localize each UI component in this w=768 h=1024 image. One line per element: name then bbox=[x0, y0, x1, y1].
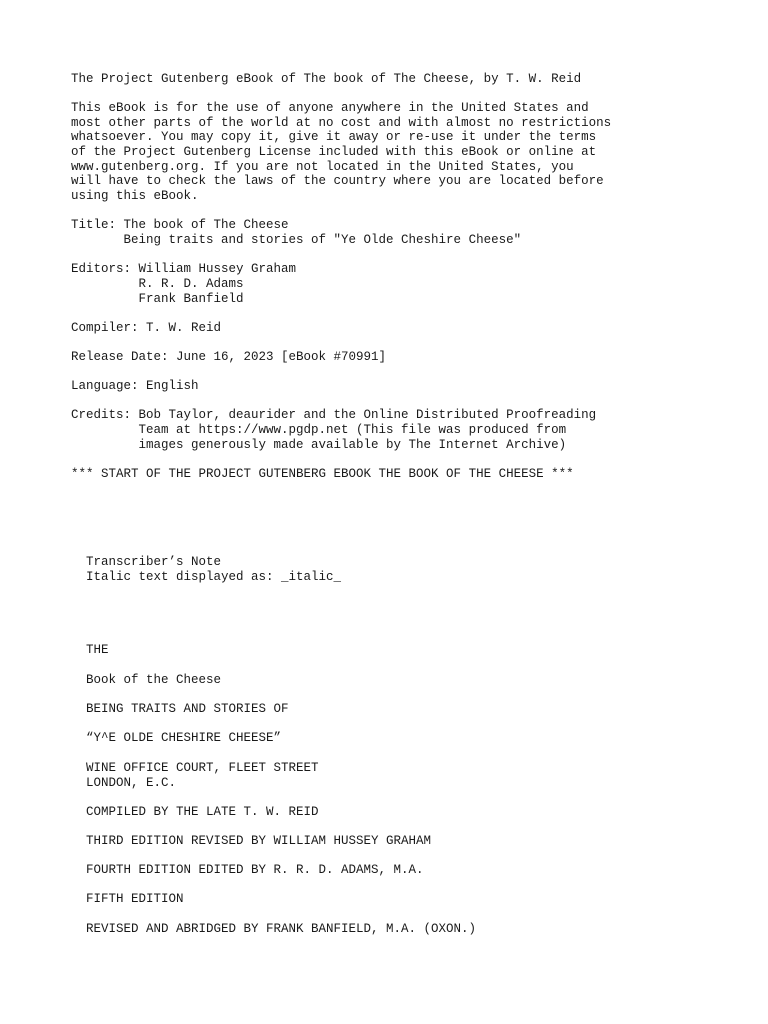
license-line: This eBook is for the use of anyone anywhere in the United States and bbox=[71, 101, 589, 115]
credits-field: images generously made available by The Internet Archive) bbox=[71, 438, 567, 452]
title-page-fourth-edition: FOURTH EDITION EDITED BY R. R. D. ADAMS, M.A. bbox=[86, 863, 424, 877]
title-field: Title: The book of The Cheese bbox=[71, 218, 289, 232]
title-page-traits: BEING TRAITS AND STORIES OF bbox=[86, 702, 289, 716]
subtitle-field: Being traits and stories of "Ye Olde Cheshire Cheese" bbox=[71, 233, 522, 247]
license-line: of the Project Gutenberg License included with this eBook or online at bbox=[71, 145, 597, 159]
editors-field: Frank Banfield bbox=[71, 292, 244, 306]
title-page-revised: REVISED AND ABRIDGED BY FRANK BANFIELD, M.A. (OXON.) bbox=[86, 922, 477, 936]
title-page-address: LONDON, E.C. bbox=[86, 776, 177, 790]
title-page-fifth-edition: FIFTH EDITION bbox=[86, 892, 184, 906]
language-field: Language: English bbox=[71, 379, 199, 393]
title-page-book-title: Book of the Cheese bbox=[86, 673, 222, 687]
editors-field: R. R. D. Adams bbox=[71, 277, 244, 291]
credits-field: Team at https://www.pgdp.net (This file was produced from bbox=[71, 423, 567, 437]
license-line: using this eBook. bbox=[71, 189, 199, 203]
start-marker: *** START OF THE PROJECT GUTENBERG EBOOK THE BOOK OF THE CHEESE *** bbox=[71, 467, 574, 481]
transcriber-note-text: Italic text displayed as: _italic_ bbox=[86, 570, 342, 584]
credits-field: Credits: Bob Taylor, deaurider and the Online Distributed Proofreading bbox=[71, 408, 597, 422]
release-date-field: Release Date: June 16, 2023 [eBook #70991] bbox=[71, 350, 387, 364]
license-line: most other parts of the world at no cost and with almost no restrictions bbox=[71, 116, 612, 130]
title-page-third-edition: THIRD EDITION REVISED BY WILLIAM HUSSEY GRAHAM bbox=[86, 834, 432, 848]
transcriber-note-heading: Transcriber’s Note bbox=[86, 555, 222, 569]
license-line: www.gutenberg.org. If you are not located in the United States, you bbox=[71, 160, 574, 174]
title-page-the: THE bbox=[86, 643, 109, 657]
title-page-address: WINE OFFICE COURT, FLEET STREET bbox=[86, 761, 319, 775]
license-line: whatsoever. You may copy it, give it away or re-use it under the terms bbox=[71, 130, 597, 144]
license-line: will have to check the laws of the country where you are located before bbox=[71, 174, 604, 188]
title-page-ye-olde: “Y^E OLDE CHESHIRE CHEESE” bbox=[86, 731, 282, 745]
compiler-field: Compiler: T. W. Reid bbox=[71, 321, 222, 335]
title-page-compiled: COMPILED BY THE LATE T. W. REID bbox=[86, 805, 319, 819]
editors-field: Editors: William Hussey Graham bbox=[71, 262, 297, 276]
ebook-title-line: The Project Gutenberg eBook of The book of The Cheese, by T. W. Reid bbox=[71, 72, 582, 86]
